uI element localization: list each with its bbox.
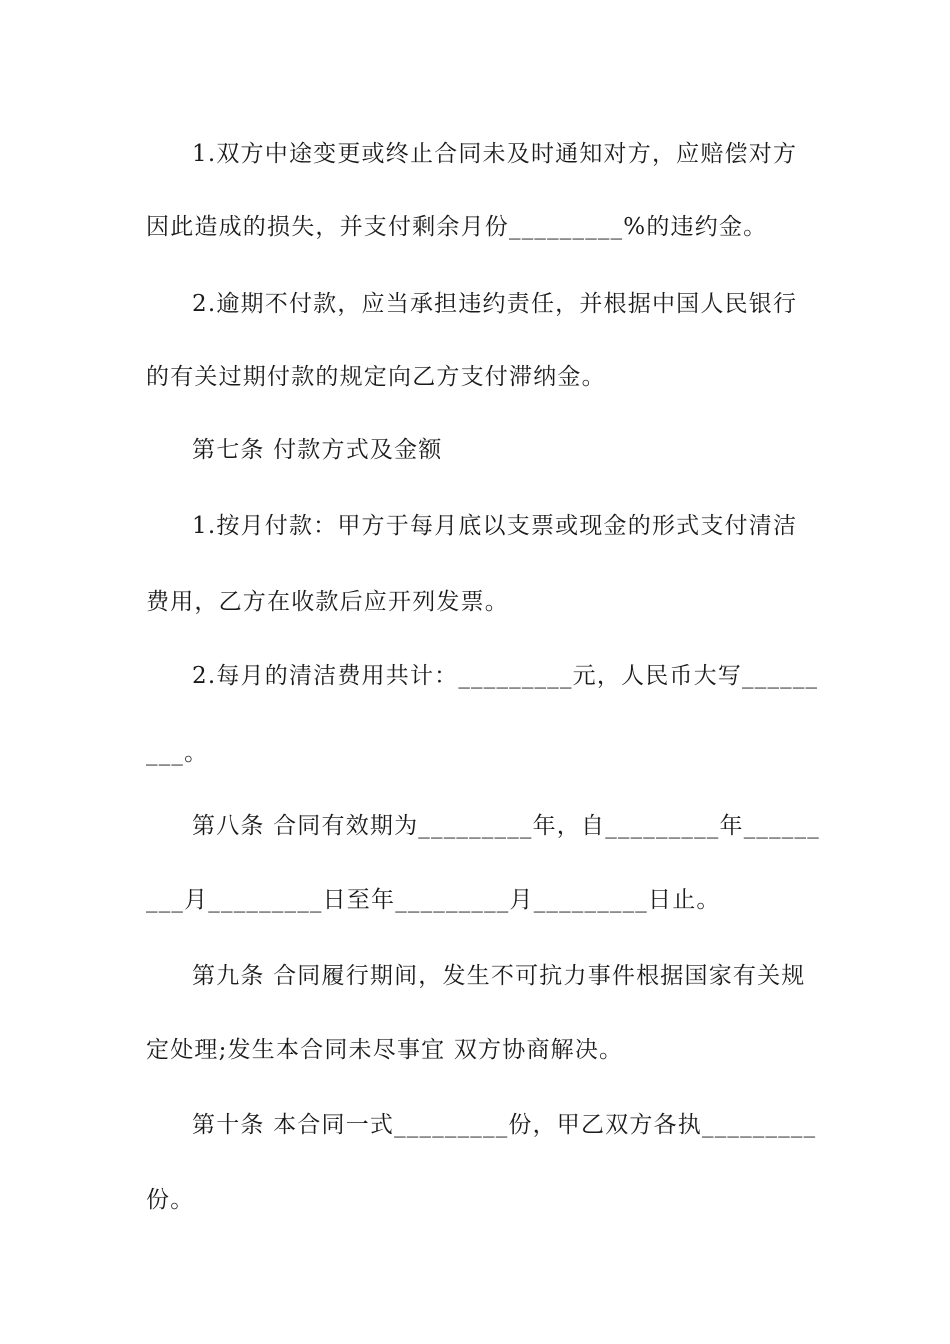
paragraph-line: 因此造成的损失，并支付剩余月份_________%的违约金。 [146, 214, 768, 240]
paragraph-line: 第八条 合同有效期为_________年，自_________年______ [192, 813, 820, 839]
paragraph-line: 第十条 本合同一式_________份，甲乙双方各执_________ [192, 1112, 817, 1138]
paragraph-line: ___月_________日至年_________月_________日止。 [146, 887, 721, 913]
paragraph-line: 2.逾期不付款，应当承担违约责任，并根据中国人民银行 [192, 291, 798, 317]
paragraph-line: 的有关过期付款的规定向乙方支付滞纳金。 [146, 364, 606, 390]
paragraph-line: 2.每月的清洁费用共计：_________元，人民币大写______ [192, 663, 819, 689]
paragraph-line: 定处理;发生本合同未尽事宜 双方协商解决。 [146, 1037, 624, 1063]
paragraph-line: 第九条 合同履行期间，发生不可抗力事件根据国家有关规 [192, 963, 806, 989]
section-heading: 第七条 付款方式及金额 [192, 437, 443, 463]
paragraph-line: 1.双方中途变更或终止合同未及时通知对方，应赔偿对方 [192, 141, 798, 167]
paragraph-line: 份。 [146, 1187, 195, 1213]
paragraph-line: 1.按月付款：甲方于每月底以支票或现金的形式支付清洁 [192, 513, 798, 539]
paragraph-line: 费用，乙方在收款后应开列发票。 [146, 589, 509, 615]
paragraph-line: ___。 [146, 740, 209, 766]
